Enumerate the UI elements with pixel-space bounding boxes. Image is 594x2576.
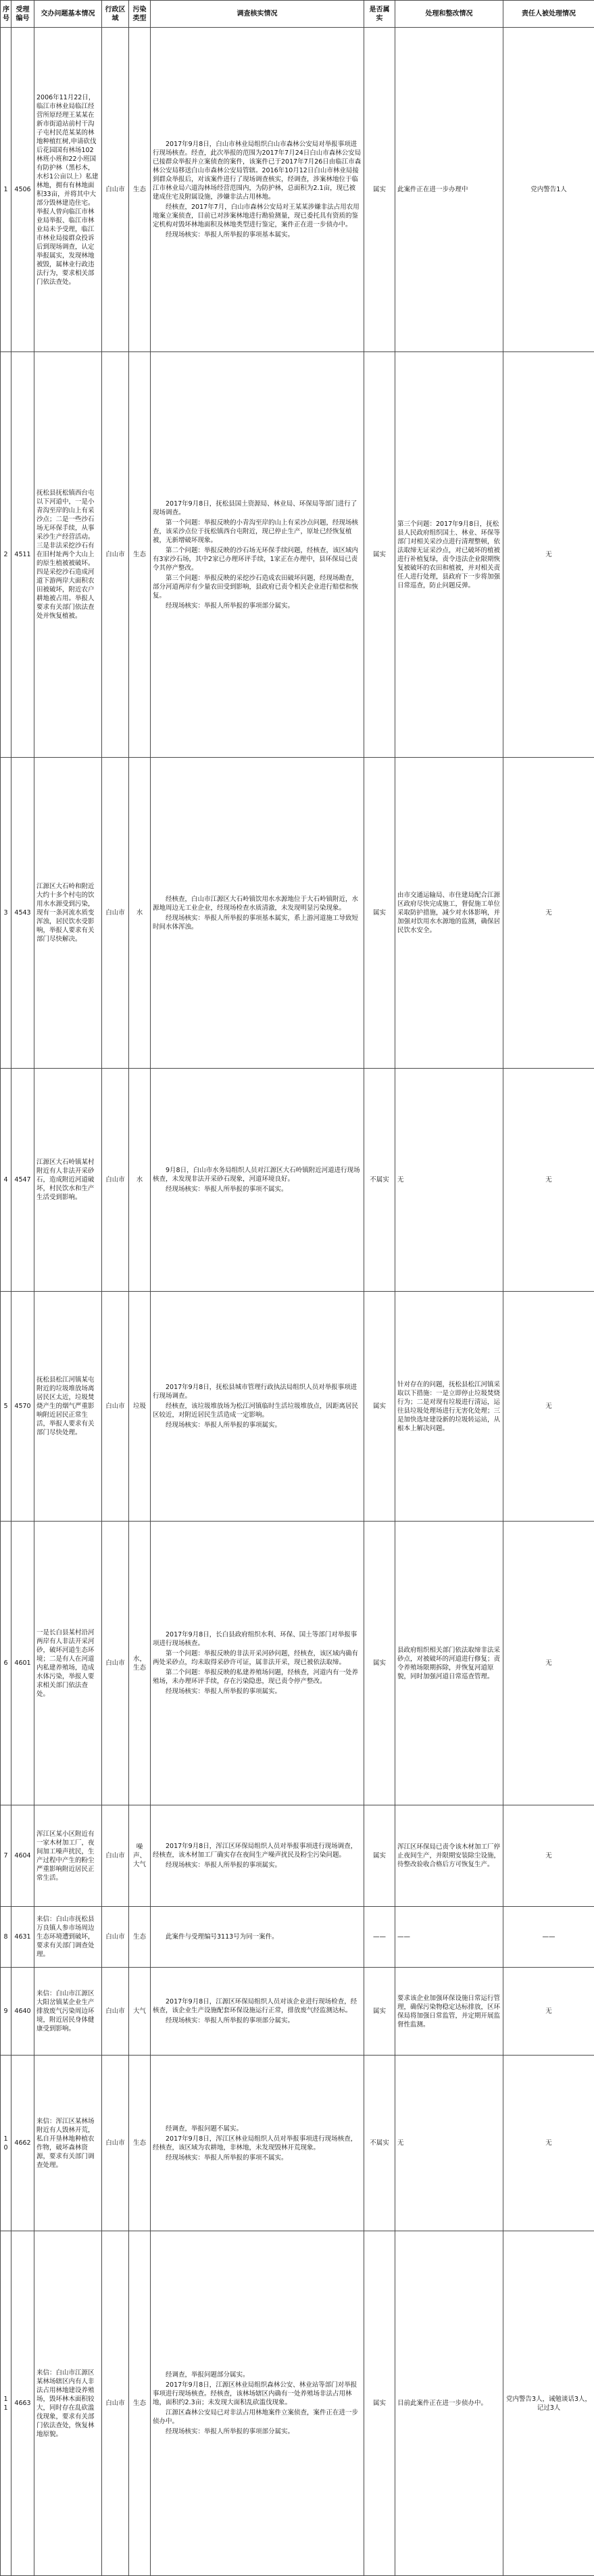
cell-survey [151, 1907, 364, 1968]
cell-area: 白山市 [102, 758, 129, 1069]
header-handle: 处理和整改情况 [395, 1, 503, 28]
cell-seq: 7 [1, 1805, 11, 1907]
cell-id: 4663 [11, 2231, 34, 2576]
cell-id: 4601 [11, 1522, 34, 1805]
cell-seq: 4 [1, 1069, 11, 1292]
cell-seq: 9 [1, 1968, 11, 2056]
cell-problem: 浑江区某小区附近有一家木材加工厂，夜间加工噪声扰民，生产过程中产生的粉尘严重影响附近居民正常生活。 [34, 1805, 102, 1907]
cell-handle: 由市交通运输局、市住建局配合江源区政府尽快完成施工，督促施工单位采取防护措施，减少对水体影响，并加强对饮用水水源地的监测，确保居民饮水安全。 [395, 758, 503, 1069]
cell-area: 白山市 [102, 2056, 129, 2231]
cell-survey [151, 1805, 364, 1907]
survey-paragraph: 第二个问题：举报反映的私建养殖场问题，经核查，河道内有一处养殖场，未办理环评手续，存在污染隐患，现已责令停产整改。 [153, 1668, 362, 1686]
survey-paragraph: 2017年9月8日，浑江区环保局组织人员对举报事项进行现场调查，经核查，该木材加工厂确实存在夜间生产噪声扰民及粉尘污染问题。 [153, 1842, 362, 1860]
cell-type: 噪声、大气 [129, 1805, 151, 1907]
survey-paragraph: 2017年9月8日，长白县政府组织水利、环保、国土等部门对举报事项进行现场核查。 [153, 1630, 362, 1648]
cell-true: 不属实 [364, 2056, 395, 2231]
survey-paragraph: 2017年9月8日，抚松县城市管理行政执法局组织人员对举报事项进行现场调查。 [153, 1383, 362, 1401]
cell-resp: 无 [503, 758, 594, 1069]
cell-area: 白山市 [102, 1069, 129, 1292]
cell-problem: 2006年11月22日，临江市林业局临江经营所原经理王某某在新市街道站前村干沟子屯村民范某某的林地种植红树,申请砍伐后花园国有林场102林班小班和22小班国有防护林（黑杉木，水杉1公亩以上）私建林地，拥有有林地面积33亩，并将其中大部分毁林建造住宅。举报人曾向临江市林业局举报、临江市林业局未予受理，临江市林业局接群众投诉后到现场调查，认定举报属实，发现林地被毁，属林业行政违法行为，要求相关部门依法查处。 [34, 28, 102, 352]
survey-paragraph: 江源区森林公安局已对非法占用林地案件立案侦查，案件正在进一步侦办中。 [153, 2408, 362, 2426]
table-row [1, 758, 594, 1069]
cell-resp: —— [503, 1907, 594, 1968]
cell-area: 白山市 [102, 352, 129, 758]
cell-type: 水 [129, 1069, 151, 1292]
cell-true: 属实 [364, 352, 395, 758]
cell-problem: 来信：白山市抚松县万良镇人参市场周边生态环境遭到破坏，要求有关部门调查处理。 [34, 1907, 102, 1968]
cell-id: 4631 [11, 1907, 34, 1968]
cell-area: 白山市 [102, 28, 129, 352]
cell-problem: 江源区大石岭镇某村附近有人非法开采砂石，造成附近河道破坏，村民饮水和生产生活受到影响。 [34, 1069, 102, 1292]
cell-problem: 来信：白山市江源区大阳岔镇某企业生产排放废气污染周边环境，附近居民身体健康受到影响。 [34, 1968, 102, 2056]
header-true: 是否属实 [364, 1, 395, 28]
cell-true: 属实 [364, 1522, 395, 1805]
cell-true: 属实 [364, 1805, 395, 1907]
cell-resp: 无 [503, 1292, 594, 1522]
survey-paragraph: 经调查，举报问题不属实。 [153, 2124, 362, 2133]
cell-problem: 来信：白山市江源区某林场辖区内有人非法占用林地建设养殖场，毁坏林木面积较大，同时存在乱砍滥伐现象，要求有关部门依法查处，恢复林地原貌。 [34, 2231, 102, 2576]
header-survey: 调查核实情况 [151, 1, 364, 28]
cell-seq: 8 [1, 1907, 11, 1968]
cell-true: 不属实 [364, 1069, 395, 1292]
survey-paragraph: 经现场核实：举报人所举报的事项属实。 [153, 1421, 362, 1430]
cell-type: 生态 [129, 1907, 151, 1968]
cell-id: 4543 [11, 758, 34, 1069]
cell-handle: 无 [395, 1069, 503, 1292]
cell-survey [151, 2056, 364, 2231]
survey-paragraph: 经现场核实：举报人所举报的事项属实。 [153, 1687, 362, 1696]
cell-true: 属实 [364, 2231, 395, 2576]
survey-paragraph: 此案件与受理编号3113号为同一案件。 [153, 1933, 362, 1941]
cell-handle: 此案件正在进一步办理中 [395, 28, 503, 352]
table-row [1, 1968, 594, 2056]
cell-true: 属实 [364, 758, 395, 1069]
cell-handle: 针对存在的问题，抚松县松江河镇采取以下措施：一是立即停止垃圾焚烧行为；二是对现有垃圾进行清运，运往县垃圾处理场进行无害化处理；三是加快选址建设新的垃圾转运站，从根本上解决问题。 [395, 1292, 503, 1522]
table-row [1, 1907, 594, 1968]
cell-id: 4547 [11, 1069, 34, 1292]
cell-area: 白山市 [102, 1522, 129, 1805]
cell-resp: 无 [503, 1968, 594, 2056]
cell-handle: —— [395, 1907, 503, 1968]
table-header-row [1, 1, 594, 28]
header-id: 受理编号 [11, 1, 34, 28]
cell-problem: 一是长白县某村沿河两岸有人非法开采河砂，破坏河道生态环境；二是有人在河道内私建养殖场，造成水体污染，举报人要求相关部门依法查处。 [34, 1522, 102, 1805]
cell-survey [151, 352, 364, 758]
cell-resp: 无 [503, 352, 594, 758]
survey-paragraph: 2017年9月8日，江源区林业局组织森林公安、林业站等部门对举报事项进行现场核查。经核查，该林场辖区内确有一处养殖场非法占用林地，面积约2.3亩；未发现大面积乱砍滥伐现象。 [153, 2381, 362, 2407]
survey-paragraph: 经现场核实：举报人所举报的事项部分属实。 [153, 602, 362, 610]
cell-type: 垃圾 [129, 1292, 151, 1522]
cell-true: 属实 [364, 1292, 395, 1522]
cell-id: 4506 [11, 28, 34, 352]
cell-seq: 5 [1, 1292, 11, 1522]
cell-seq: 10 [1, 2056, 11, 2231]
survey-paragraph: 第一个问题：举报反映的小青沟至岸的山上有采沙点问题，经现场核查，该采沙点位于抚松镇西台屯附近，现已停止生产，原址已经恢复植被，无新增破坏现象。 [153, 518, 362, 545]
table-row [1, 1805, 594, 1907]
header-seq: 序号 [1, 1, 11, 28]
cell-resp: 无 [503, 1805, 594, 1907]
cell-seq: 1 [1, 28, 11, 352]
survey-paragraph: 经核查，2017年7月，白山市森林公安局对王某某涉嫌非法占用农用地案立案侦查，目前已对涉案林地进行勘验测量，现已委托具有资质的鉴定机构对毁坏林地面积及林地类型进行鉴定，案件正在进一步侦办中。 [153, 203, 362, 229]
cell-true: 属实 [364, 1968, 395, 2056]
cell-area: 白山市 [102, 1907, 129, 1968]
survey-paragraph: 经核查，该垃圾堆放场为松江河镇临时生活垃圾堆放点，因距离居民区较近，对附近居民生活造成一定影响。 [153, 1402, 362, 1419]
survey-paragraph: 经现场核实：举报人所举报的事项部分属实。 [153, 2427, 362, 2436]
cell-id: 4604 [11, 1805, 34, 1907]
cell-resp: 党内警告3人，诫勉谈话3人，记过3人 [503, 2231, 594, 2576]
table-row [1, 352, 594, 758]
survey-paragraph: 2017年9月8日，江源区环保局组织人员对该企业进行现场检查，经核查，该企业生产设施配套环保设施运行正常，排放废气经监测达标。 [153, 1997, 362, 2015]
survey-paragraph: 经现场核实：举报人所举报的事项不属实。 [153, 2154, 362, 2162]
cell-type: 水 [129, 758, 151, 1069]
cell-type: 大气 [129, 1968, 151, 2056]
cell-type: 水，生态 [129, 1522, 151, 1805]
survey-paragraph: 第三个问题：举报反映的采挖沙石造成农田破坏问题，经现场勘查，部分河道两岸有少量农田受到影响，县政府已责令相关企业进行赔偿和恢复。 [153, 574, 362, 600]
cell-survey [151, 2231, 364, 2576]
table-row [1, 2231, 594, 2576]
table-row [1, 1069, 594, 1292]
cell-problem: 江源区大石岭和附近大约十多个村屯的饮用水水源受到污染，现有一条河流水质变浑浊，居民饮水受影响，举报人要求有关部门尽快解决。 [34, 758, 102, 1069]
cell-handle: 目前此案件正在进一步侦办中。 [395, 2231, 503, 2576]
cell-handle: 县政府组织相关部门依法取缔非法采砂点，对被破坏的河道进行修复；责令养殖场限期拆除，并恢复河道原貌，同时加强河道日常巡查管理。 [395, 1522, 503, 1805]
cell-resp: 无 [503, 1522, 594, 1805]
header-problem: 交办问题基本情况 [34, 1, 102, 28]
survey-paragraph: 经核查，白山市江源区大石岭镇饮用水水源地位于大石岭镇附近，水源地周边无工业企业，经现场检查水质清澈，未发现明显污染现象。 [153, 895, 362, 913]
survey-paragraph: 2017年9月8日，白山市林业局组织白山市森林公安局对举报事项进行现场核查。经查，此次举报的范围为2017年7月24日白山市森林公安局已接群众举报并立案侦查的案件，该案件已于2017年7月26日由临江市森林公安局移送白山市森林公安局管辖。2016年10月12日白山市林业局接到群众举报后，对该案件进行了现场调查核实，经调查，涉案林地位于临江市林业局六道沟林场经营范围内，为防护林，总面积为2.1亩，现已被建成住宅及附属设施，涉嫌非法占用林地。 [153, 140, 362, 201]
survey-paragraph: 第一个问题：举报反映的非法开采河砂问题，经核查，该区域内确有两处采砂点，均未取得采砂许可证，属非法开采，现已被依法取缔。 [153, 1649, 362, 1667]
cell-type: 生态 [129, 352, 151, 758]
cell-handle: 第三个问题：2017年9月8日，抚松县人民政府组织国土、林业、环保等部门对相关采沙点进行清理整顿，依法取缔无证采沙点，对已破坏的植被进行补植复绿，责令违法企业限期恢复被破坏的农田和植被，并对相关责任人进行处理，县政府下一步将加强日常巡查，防止问题反弹。 [395, 352, 503, 758]
cell-handle: 浑江区环保局已责令该木材加工厂停止夜间生产，并限期安装除尘设施，待整改验收合格后方可恢复生产。 [395, 1805, 503, 1907]
cell-survey [151, 1968, 364, 2056]
table-row [1, 1522, 594, 1805]
cell-id: 4662 [11, 2056, 34, 2231]
survey-paragraph: 经现场核实：举报人所举报的事项基本属实。 [153, 230, 362, 239]
cell-area: 白山市 [102, 1968, 129, 2056]
cell-problem: 抚松县抚松镇西台屯以下河道中，一是小青沟至岸的山上有采沙点；二是一些沙石场无环保手续，从事采沙生产经营活动。三是非法采挖沙石有在旧村址两个大山上的原生植被被破坏。四是采挖沙石造成河道下游两岸大面积农田被破坏，附近农户耕地被占用。举报人要求有关部门依法查处并恢复植被。 [34, 352, 102, 758]
cell-problem: 抚松县松江河镇某屯附近的垃圾堆放场离居民区太近，垃圾焚烧产生的烟气严重影响附近居民正常生活，举报人要求有关部门尽快处理。 [34, 1292, 102, 1522]
cell-survey [151, 28, 364, 352]
cell-seq: 3 [1, 758, 11, 1069]
cell-survey [151, 758, 364, 1069]
cell-true: 属实 [364, 28, 395, 352]
cell-type: 生态 [129, 2231, 151, 2576]
survey-paragraph: 2017年9月8日，抚松县国土资源局、林业局、环保局等部门进行了现场调查。 [153, 500, 362, 517]
survey-paragraph: 经现场核实：举报人所举报的事项部分属实。 [153, 2016, 362, 2025]
cell-problem: 来信：浑江区某林场附近有人毁林开荒，私自开垦林地种植农作物，破坏森林资源，要求有关部门调查处理。 [34, 2056, 102, 2231]
header-resp: 责任人被处理情况 [503, 1, 594, 28]
cell-survey [151, 1522, 364, 1805]
cell-resp: 党内警告1人 [503, 28, 594, 352]
survey-paragraph: 2017年9月8日，浑江区林业局组织人员对举报事项进行现场核查，经核查，该区域为农耕地，非林地，未发现毁林开荒现象。 [153, 2135, 362, 2152]
table-row [1, 2056, 594, 2231]
survey-paragraph: 经现场核实：举报人所举报的事项基本属实，系上游河道施工导致短时间水体浑浊。 [153, 914, 362, 931]
cell-seq: 11 [1, 2231, 11, 2576]
cell-handle: 无 [395, 2056, 503, 2231]
header-type: 污染类型 [129, 1, 151, 28]
cell-id: 4511 [11, 352, 34, 758]
cell-resp: 无 [503, 2056, 594, 2231]
header-area: 行政区域 [102, 1, 129, 28]
table-row [1, 1292, 594, 1522]
cell-id: 4640 [11, 1968, 34, 2056]
survey-paragraph: 经调查，举报问题部分属实。 [153, 2371, 362, 2379]
cell-handle: 要求该企业加强环保设施日常运行管理，确保污染物稳定达标排放，区环保局将加强日常监管，并定期开展监督性监测。 [395, 1968, 503, 2056]
cell-area: 白山市 [102, 1292, 129, 1522]
survey-paragraph: 9月8日，白山市水务局组织人员对江源区大石岭镇附近河道进行现场核查，未发现非法开采砂石现象，河道环境良好。 [153, 1166, 362, 1184]
cell-resp: 无 [503, 1069, 594, 1292]
cell-type: 生态 [129, 2056, 151, 2231]
survey-paragraph: 第二个问题：举报反映的沙石场无环保手续问题，经核查，该区域内有3家沙石场，其中2家已办理环评手续，1家正在办理中，县环保局已责令其停产整改。 [153, 546, 362, 573]
cell-survey [151, 1292, 364, 1522]
cell-seq: 2 [1, 352, 11, 758]
cell-seq: 6 [1, 1522, 11, 1805]
survey-paragraph: 经现场核实：举报人所举报的事项属实。 [153, 1861, 362, 1870]
cell-true: —— [364, 1907, 395, 1968]
table-row [1, 28, 594, 352]
cell-area: 白山市 [102, 1805, 129, 1907]
cell-id: 4570 [11, 1292, 34, 1522]
survey-paragraph: 经现场核实：举报人所举报的事项不属实。 [153, 1185, 362, 1194]
cell-type: 生态 [129, 28, 151, 352]
cell-survey [151, 1069, 364, 1292]
cell-area: 白山市 [102, 2231, 129, 2576]
